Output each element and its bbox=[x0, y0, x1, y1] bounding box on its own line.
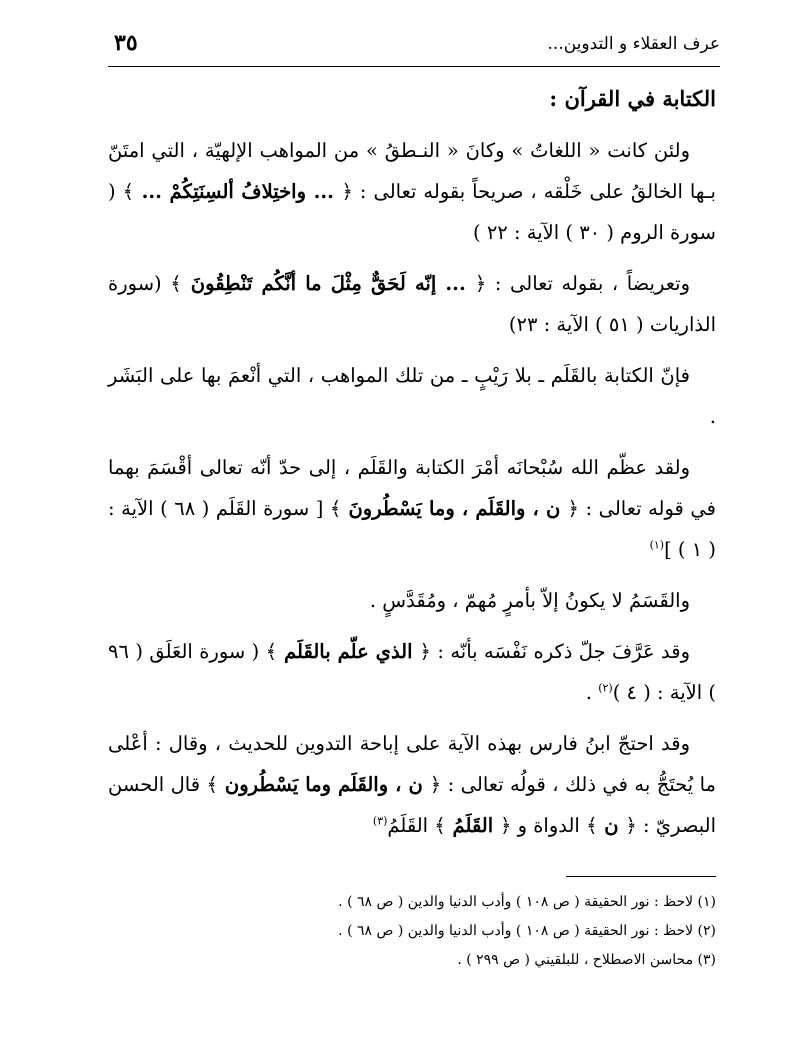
quran-bracket-close: ﴾ bbox=[122, 180, 135, 203]
quran-bracket-close: ﴾ bbox=[586, 814, 598, 837]
quran-bracket-open: ﴿ bbox=[499, 814, 512, 837]
quran-quote: القَلَمُ bbox=[445, 814, 500, 837]
quran-bracket-close: ﴾ bbox=[206, 773, 218, 796]
main-text bbox=[108, 84, 716, 856]
citation: ( سورة الروم ( ٣٠ ) الآية : ٢٢ ) bbox=[108, 180, 716, 244]
paragraph-text: القَلَمُ bbox=[387, 814, 435, 837]
running-header bbox=[108, 28, 720, 60]
citation: (سورة الذاريات ( ٥١ ) الآية : ٢٣) bbox=[108, 272, 716, 336]
quran-bracket-open: ﴿ bbox=[474, 272, 487, 295]
paragraph-text: وتعريضاً ، بقوله تعالى : bbox=[486, 272, 690, 295]
footnote-3: (٣) محاسن الاصطلاح ، للبلقيني ( ص ٢٩٩ ) . bbox=[457, 952, 716, 968]
paragraph-5: والقَسَمُ لا يكونُ إلاّ بأمرٍ مُهمّ ، ومُقَدَّسٍ . bbox=[369, 589, 690, 612]
paragraph-text: قال الحسن البصريّ : bbox=[108, 773, 716, 837]
paragraph-text: وقد عَرَّفَ جلّ ذكره نَفْسَه بأنّه : bbox=[430, 640, 690, 663]
quran-quote: ن ، والقَلَم ، وما يَسْطُرونَ bbox=[341, 497, 568, 520]
header-rule bbox=[108, 66, 720, 67]
quran-bracket-open: ﴿ bbox=[341, 180, 353, 203]
paragraph-3: فإنّ الكتابة بالقَلَم ـ بلا رَيْبٍ ـ من تلك المواهب ، التي أنْعمَ بها على البَشَر . bbox=[108, 364, 716, 428]
paragraph-4 bbox=[108, 447, 716, 570]
quran-quote: الذي علّم بالقَلَم bbox=[277, 640, 420, 663]
quran-bracket-close: ﴾ bbox=[434, 814, 446, 837]
quran-quote: ن ، والقَلَم وما يَسْطُرون bbox=[217, 773, 430, 796]
paragraph-1 bbox=[108, 130, 716, 253]
paragraph-2 bbox=[108, 263, 716, 345]
citation: ( سورة العَلَق ( ٩٦ ) الآية : ( ٤ ) bbox=[108, 640, 716, 704]
footnote-rule bbox=[566, 876, 716, 877]
quran-bracket-open: ﴿ bbox=[625, 814, 637, 837]
footnote-ref-2[interactable]: (٢) bbox=[598, 681, 613, 695]
citation: [ سورة القَلَم ( ٦٨ ) الآية : ( ١ ) ] bbox=[108, 497, 716, 561]
paragraph-text: الدواة و bbox=[511, 814, 587, 837]
quran-quote: ... إنّه لَحَقٌّ مِثْلَ ما أنَّكُم تَنْطِقُونَ bbox=[181, 272, 475, 295]
section-title: الكتابة في القرآن : bbox=[549, 86, 716, 111]
paragraph-7 bbox=[108, 723, 716, 846]
footnote-ref-1[interactable]: (١) bbox=[649, 538, 665, 552]
paragraph-end: . bbox=[585, 681, 599, 704]
quran-bracket-close: ﴾ bbox=[329, 497, 342, 520]
footnote-1: (١) لاحظ : نور الحقيقة ( ص ١٠٨ ) وأدب الدنيا والدين ( ص ٦٨ ) . bbox=[338, 894, 716, 910]
quran-bracket-open: ﴿ bbox=[429, 773, 442, 796]
paragraph-text: ولقد عظّم الله سُبْحانَه أمْرَ الكتابة والقَلَم ، إلى حدّ أنّه تعالى أقْسَمَ بهما في قوله تعالى : bbox=[108, 456, 717, 520]
quran-bracket-close: ﴾ bbox=[265, 640, 278, 663]
paragraph-text: ولئن كانت « اللغاتُ » وكانَ « النـطقُ » من المواهب الإلهيّة ، التي امتَنّ بـها الخالقُ على خَلْقه ، صريحاً بقوله تعالى : bbox=[108, 139, 716, 203]
footnotes bbox=[108, 888, 716, 975]
footnote-2: (٢) لاحظ : نور الحقيقة ( ص ١٠٨ ) وأدب الدنيا والدين ( ص ٦٨ ) . bbox=[338, 923, 716, 939]
quran-bracket-open: ﴿ bbox=[567, 497, 579, 520]
quran-bracket-open: ﴿ bbox=[419, 640, 431, 663]
quran-quote: ن bbox=[597, 814, 626, 837]
footnote-ref-3[interactable]: (٣) bbox=[372, 814, 388, 828]
quran-quote: ... واختِلافُ ألسِنَتِكُمْ ... bbox=[134, 180, 342, 203]
paragraph-text: وقد احتجّ ابنُ فارس بهذه الآية على إباحة التدوين للحديث ، وقال : أعْلى ما يُحتَجُّ به في ذلك ، قولُه تعالى : bbox=[108, 732, 717, 796]
page-number: ٣٥ bbox=[114, 30, 138, 56]
running-title: عرف العقلاء و التدوين... bbox=[547, 34, 720, 54]
quran-bracket-close: ﴾ bbox=[170, 272, 182, 295]
paragraph-6 bbox=[108, 631, 716, 713]
